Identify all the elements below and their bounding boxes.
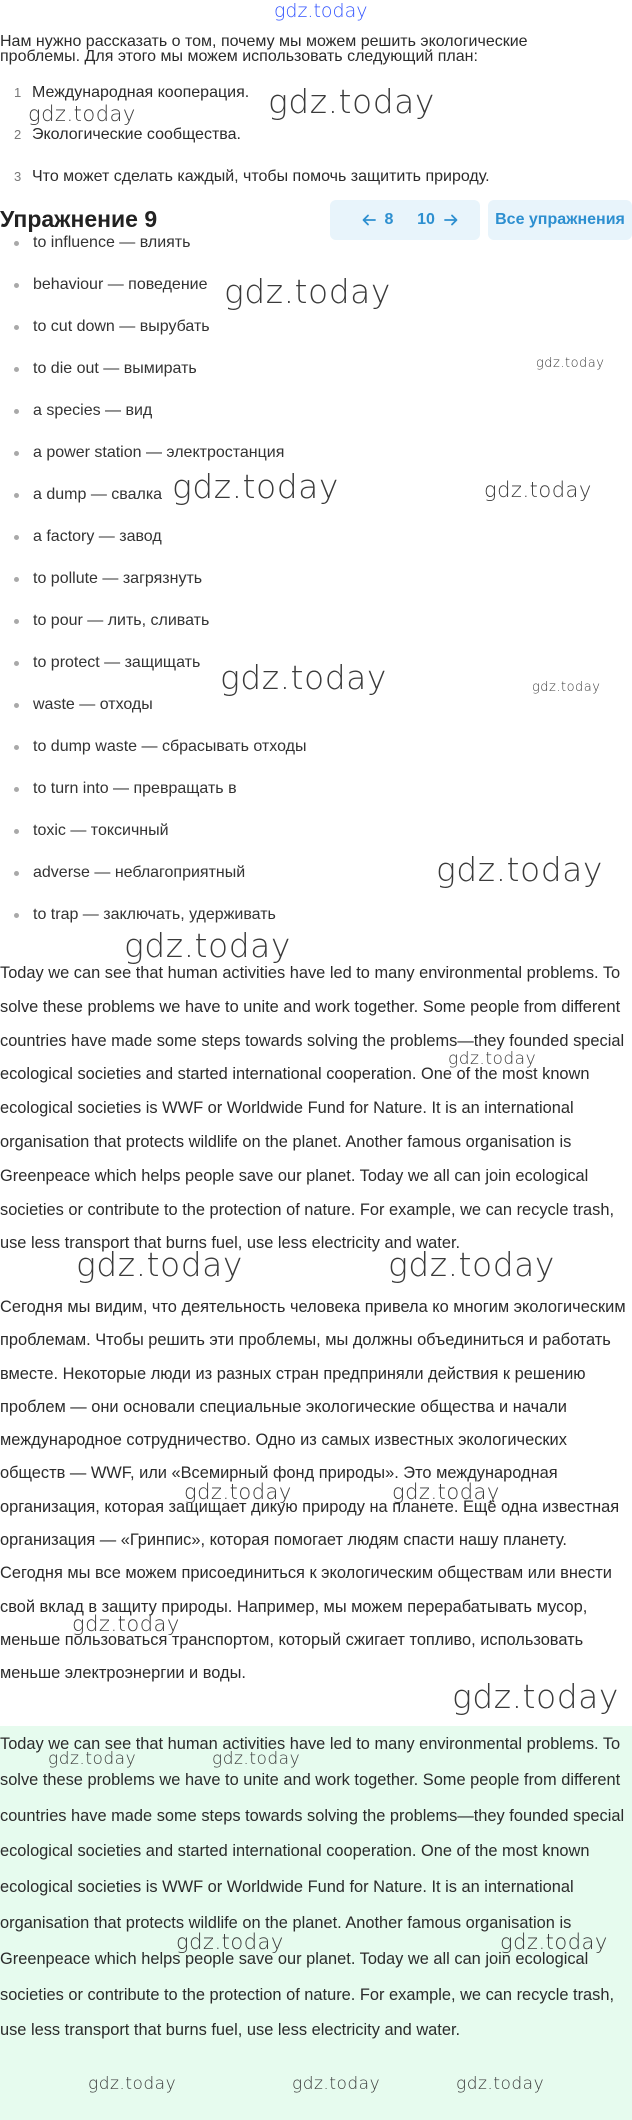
vocabulary-item xyxy=(0,306,306,348)
bullet-icon xyxy=(14,535,19,540)
vocabulary-text: toxic — токсичный xyxy=(33,822,169,839)
bullet-icon xyxy=(14,871,19,876)
bullet-icon xyxy=(14,325,19,330)
vocabulary-text: a species — вид xyxy=(33,402,153,419)
bullet-icon xyxy=(14,451,19,456)
watermark: gdz.today xyxy=(484,478,592,502)
bullet-icon xyxy=(14,913,19,918)
next-exercise-label: 10 xyxy=(417,211,435,228)
plan-intro: Нам нужно рассказать о том, почему мы можем решить экологические xyxy=(0,33,528,50)
watermark: gdz.today xyxy=(184,1480,292,1504)
watermark: gdz.today xyxy=(176,1930,284,1954)
next-exercise-button[interactable] xyxy=(404,200,480,240)
watermark: gdz.today xyxy=(172,467,339,506)
vocabulary-text: to protect — защищать xyxy=(33,654,201,671)
bullet-icon xyxy=(14,241,19,246)
plan-item-text: Международная кооперация. xyxy=(32,84,250,101)
vocabulary-text: a power station — электростанция xyxy=(33,444,285,461)
vocabulary-text: adverse — неблагоприятный xyxy=(33,864,246,881)
exercise-title: Упражнение 9 xyxy=(0,206,158,232)
watermark: gdz.today xyxy=(72,1612,180,1636)
prev-exercise-label: 8 xyxy=(384,211,394,228)
watermark: gdz.today xyxy=(224,272,391,311)
bullet-icon xyxy=(14,661,19,666)
watermark: gdz.today xyxy=(88,2074,177,2094)
text-english: Today we can see that human activities have led to many environmental problems. To solve these problems we have to unite and work together. Some people from different countries have made some steps towards solving the problems—they founded special ecological societies and started international cooperation. One of the most known ecological societies is WWF or Worldwide Fund for Nature. It is an international organisation that protects wildlife on the planet. Another famous organisation is Greenpeace which helps people save our planet. Today we all can join ecological societies or contribute to the protection of nature. For example, we can recycle trash, use less transport that burns fuel, use less electricity and water. xyxy=(0,964,625,1253)
vocabulary-item xyxy=(0,348,306,390)
arrow-left-icon xyxy=(361,212,377,228)
vocabulary-item xyxy=(0,558,306,600)
bullet-icon xyxy=(14,829,19,834)
vocabulary-text: to dump waste — сбрасывать отходы xyxy=(33,738,307,755)
watermark: gdz.today xyxy=(124,926,291,965)
watermark: gdz.today xyxy=(500,1930,608,1954)
bullet-icon xyxy=(14,577,19,582)
vocabulary-text: to trap — заключать, удерживать xyxy=(33,906,276,923)
all-exercises-label: Все упражнения xyxy=(495,211,625,228)
vocabulary-item xyxy=(0,600,306,642)
plan-intro-cut: проблемы. Для этого мы можем использовать следующий план: xyxy=(0,48,478,65)
watermark: gdz.today xyxy=(448,1049,537,1069)
vocabulary-text: to influence — влиять xyxy=(33,234,191,251)
watermark: gdz.today xyxy=(536,356,605,371)
watermark: gdz.today xyxy=(48,1749,137,1769)
watermark: gdz.today xyxy=(392,1480,500,1504)
watermark: gdz.today xyxy=(436,850,603,889)
bullet-icon xyxy=(14,619,19,624)
vocabulary-text: a dump — свалка xyxy=(33,486,163,503)
all-exercises-button[interactable] xyxy=(488,200,632,240)
vocabulary-item xyxy=(0,390,306,432)
watermark: gdz.today xyxy=(76,1245,243,1284)
watermark: gdz.today xyxy=(292,2074,381,2094)
plan-item-number: 2 xyxy=(14,127,22,142)
watermark: gdz.today xyxy=(220,658,387,697)
plan-item-text: Экологические сообщества. xyxy=(32,126,241,143)
bullet-icon xyxy=(14,703,19,708)
vocabulary-item xyxy=(0,768,306,810)
text-russian: Сегодня мы видим, что деятельность человека привела ко многим экологическим проблемам. Чтобы решить эти проблемы, мы должны объединиться и работать вместе. Некоторые люди из разных стран предприняли действия к решению проблем — они основали специальные экологические общества и начали международное сотрудничество. Одно из самых известных экологических обществ — WWF, или «Всемирный фонд природы». Это международная организация, которая защищает дикую природу на планете. Ещё одна известная организация — «Гринпис», которая помогает людям спасти нашу планету. Сегодня мы все можем присоединиться к экологическим обществам или внести свой вклад в защиту природы. Например, мы можем перерабатывать мусор, меньше пользоваться транспортом, который сжигает топливо, использовать меньше электроэнергии и воды. xyxy=(0,1298,626,1683)
watermark: gdz.today xyxy=(388,1245,555,1284)
vocabulary-text: to pour — лить, сливать xyxy=(33,612,210,629)
plan-item-text: Что может сделать каждый, чтобы помочь защитить природу. xyxy=(32,168,490,185)
vocabulary-item xyxy=(0,516,306,558)
site-watermark: gdz.today xyxy=(274,0,368,22)
vocabulary-text: waste — отходы xyxy=(33,696,153,713)
vocabulary-text: to cut down — вырубать xyxy=(33,318,210,335)
vocabulary-text: to turn into — превращать в xyxy=(33,780,237,797)
vocabulary-list xyxy=(0,222,306,936)
vocabulary-text: a factory — завод xyxy=(33,528,162,545)
vocabulary-item xyxy=(0,810,306,852)
watermark: gdz.today xyxy=(212,1749,301,1769)
answer-text: Today we can see that human activities have led to many environmental problems. To solve these problems we have to unite and work together. Some people from different countries have made some steps towards solving the problems—they founded special ecological societies and started international cooperation. One of the most known ecological societies is WWF or Worldwide Fund for Nature. It is an international organisation that protects wildlife on the planet. Another famous organisation is Greenpeace which helps people save our planet. Today we all can join ecological societies or contribute to the protection of nature. For example, we can recycle trash, use less transport that burns fuel, use less electricity and water. xyxy=(0,1735,625,2040)
bullet-icon xyxy=(14,787,19,792)
bullet-icon xyxy=(14,409,19,414)
watermark: gdz.today xyxy=(456,2074,545,2094)
vocabulary-item xyxy=(0,726,306,768)
watermark: gdz.today xyxy=(268,82,435,121)
watermark: gdz.today xyxy=(28,102,136,126)
plan-item xyxy=(0,156,490,198)
vocabulary-text: to pollute — загрязнуть xyxy=(33,570,203,587)
plan-item-number: 3 xyxy=(14,169,22,184)
bullet-icon xyxy=(14,745,19,750)
vocabulary-text: to die out — вымирать xyxy=(33,360,197,377)
vocabulary-item xyxy=(0,222,306,264)
plan-item-number: 1 xyxy=(14,85,22,100)
watermark: gdz.today xyxy=(452,1677,619,1716)
vocabulary-item xyxy=(0,852,306,894)
bullet-icon xyxy=(14,283,19,288)
bullet-icon xyxy=(14,493,19,498)
vocabulary-text: behaviour — поведение xyxy=(33,276,208,293)
watermark: gdz.today xyxy=(532,680,601,695)
arrow-right-icon xyxy=(443,212,459,228)
bullet-icon xyxy=(14,367,19,372)
